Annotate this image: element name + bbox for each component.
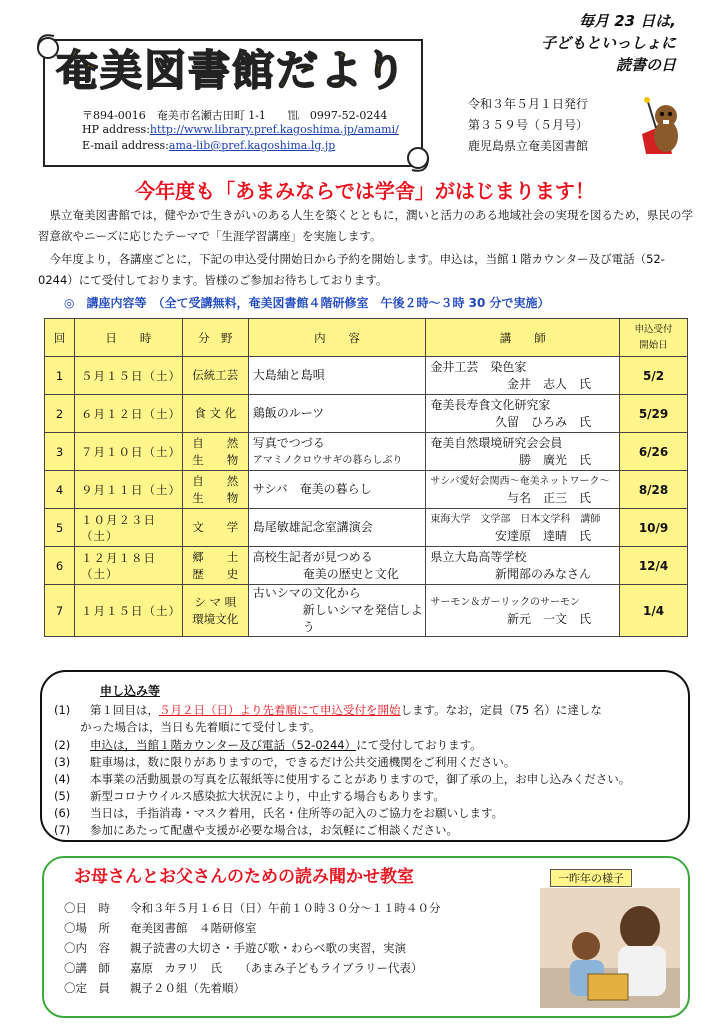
row-lecturer xyxy=(426,585,620,637)
reading-item-key: 〇場 所 xyxy=(64,921,110,935)
note-1-text-a: 第１回目は， xyxy=(90,703,159,717)
reading-item-value: 令和３年５月１６日（日）午前１０時３０分～１１時４０分 xyxy=(130,901,441,915)
newsletter-title: 奄美図書館だより xyxy=(56,46,409,95)
row-field-line-2: 生 物 xyxy=(192,490,239,505)
email-address xyxy=(82,139,335,152)
reading-item-value: 嘉原 カヲリ 氏 （あまみ子どもライブラリー代表） xyxy=(130,961,423,975)
note-5-text: 新型コロナウイルス感染拡大状況により，中止する場合もあります。 xyxy=(90,789,445,803)
row-lecturer-org: 奄美自然環境研究会会員 xyxy=(430,435,563,450)
row-lecturer-name: 金井 志人 氏 xyxy=(507,376,592,391)
note-6 xyxy=(54,805,503,822)
row-start-date: 12/4 xyxy=(620,547,688,585)
row-content-line-1: 鶏飯のルーツ xyxy=(252,406,325,420)
row-lecturer xyxy=(426,471,620,509)
row-number: 1 xyxy=(45,357,75,395)
row-content xyxy=(248,509,426,547)
row-date: １０月２３日（土） xyxy=(74,509,182,547)
reading-class-item xyxy=(64,978,245,998)
note-3-text: 駐車場は，数に限りがありますので，できるだけ公共交通機関をご利用ください。 xyxy=(90,755,516,769)
publisher: 鹿児島県立奄美図書館 xyxy=(468,139,589,153)
row-number: 6 xyxy=(45,547,75,585)
header-start-line-2: 開始日 xyxy=(639,339,668,351)
hp-link[interactable]: http://www.library.pref.kagoshima.jp/amami/ xyxy=(149,123,399,136)
row-date: １月１５日（土） xyxy=(74,585,182,637)
reading-item-key: 〇日 時 xyxy=(64,901,110,915)
note-5 xyxy=(54,788,445,805)
row-field xyxy=(182,433,248,471)
row-content xyxy=(248,585,426,637)
reading-class-item xyxy=(64,938,406,958)
note-3 xyxy=(54,754,515,771)
note-2 xyxy=(54,737,482,754)
header-date: 日 時 xyxy=(74,319,182,357)
row-number: 3 xyxy=(45,433,75,471)
row-lecturer-org: 金井工芸 染色家 xyxy=(430,359,527,374)
row-content-line-1: サシバ 奄美の暮らし xyxy=(252,482,372,496)
reading-class-item xyxy=(64,898,441,918)
note-7 xyxy=(54,822,458,839)
hp-label: HP address: xyxy=(82,123,150,136)
table-row xyxy=(45,433,688,471)
row-lecturer-name: 与名 正三 氏 xyxy=(507,490,592,505)
row-field xyxy=(182,585,248,637)
course-details-header: ◎ 講座内容等 （全て受講無料，奄美図書館４階研修室 午後２時～３時 30 分で実施） xyxy=(64,296,550,310)
row-field-line-2: 生 物 xyxy=(192,452,239,467)
row-field-line-1: シ マ 唄 xyxy=(194,594,237,609)
row-content xyxy=(248,357,426,395)
row-lecturer-name: 安達原 達晴 氏 xyxy=(495,528,592,543)
row-field-line-1: 伝統工芸 xyxy=(192,368,239,382)
row-date: ５月１５日（土） xyxy=(74,357,182,395)
note-4 xyxy=(54,771,630,788)
row-field-line-1: 郷 土 xyxy=(192,549,239,564)
row-number: 5 xyxy=(45,509,75,547)
row-content-line-1: 古いシマの文化から xyxy=(252,586,361,600)
publication-info xyxy=(468,94,588,157)
reading-item-value: 奄美図書館 ４階研修室 xyxy=(130,921,257,935)
row-content xyxy=(248,547,426,585)
notes-title: 申し込み等 xyxy=(100,684,161,698)
table-row xyxy=(45,509,688,547)
note-5-number: (5) xyxy=(54,789,71,803)
row-lecturer xyxy=(426,547,620,585)
row-field xyxy=(182,471,248,509)
reading-item-key: 〇内 容 xyxy=(64,941,110,955)
row-content-line-1: 高校生記者が見つめる xyxy=(252,549,373,564)
row-date: ７月１０日（土） xyxy=(74,433,182,471)
course-table xyxy=(44,318,688,637)
row-lecturer-name: 新聞部のみなさん xyxy=(495,566,592,581)
row-start-date: 5/29 xyxy=(620,395,688,433)
note-4-text: 本事業の活動風景の写真を広報紙等に使用することがありますので，御了承の上，お申し込みください。 xyxy=(90,772,631,786)
header-content: 内 容 xyxy=(248,319,426,357)
table-row xyxy=(45,357,688,395)
row-field-line-1: 自 然 xyxy=(192,473,239,488)
row-number: 7 xyxy=(45,585,75,637)
note-2-number: (2) xyxy=(54,738,71,752)
note-1-continued: かった場合は，当日も先着順にて受付します。 xyxy=(80,720,321,734)
photo-caption: 一昨年の様子 xyxy=(550,869,632,887)
row-field-line-2: 環境文化 xyxy=(192,611,239,626)
row-content xyxy=(248,395,426,433)
note-1-text-b: します。なお，定員（75 名）に達しな xyxy=(400,703,602,717)
note-1-highlight: ５月２日（日）より先着順にて申込受付を開始 xyxy=(159,703,401,717)
note-3-number: (3) xyxy=(54,755,71,769)
note-2-underlined: 申込は，当館１階カウンター及び電話（52-0244） xyxy=(90,738,357,752)
row-number: 2 xyxy=(45,395,75,433)
table-row xyxy=(45,585,688,637)
note-7-text: 参加にあたって配慮や支援が必要な場合は，お気軽にご相談ください。 xyxy=(90,823,458,837)
note-1 xyxy=(54,702,602,719)
reading-class-item xyxy=(64,958,423,978)
note-6-text: 当日は，手指消毒・マスク着用，氏名・住所等の記入のご協力をお願いします。 xyxy=(90,806,504,820)
row-content-line-2: 新しいシマを発信しよう xyxy=(302,603,423,634)
header-lecturer: 講 師 xyxy=(426,319,620,357)
reading-class-item xyxy=(64,918,257,938)
row-start-date: 1/4 xyxy=(620,585,688,637)
email-link[interactable]: ama-lib@pref.kagoshima.lg.jp xyxy=(168,139,336,152)
row-lecturer-org: サシバ愛好会関西～奄美ネットワーク～ xyxy=(430,475,610,487)
row-field-line-1: 文 学 xyxy=(192,520,239,534)
row-field xyxy=(182,547,248,585)
row-lecturer-org: 県立大島高等学校 xyxy=(430,549,527,564)
email-label: E-mail address: xyxy=(82,139,169,152)
header-start-line-1: 申込受付 xyxy=(634,323,673,335)
reading-item-key: 〇講 師 xyxy=(64,961,110,975)
row-content-line-2: アマミノクロウサギの暮らしぶり xyxy=(252,454,403,466)
row-date: １２月１８日（土） xyxy=(74,547,182,585)
row-field xyxy=(182,357,248,395)
row-lecturer xyxy=(426,395,620,433)
row-content-line-1: 大島紬と島唄 xyxy=(252,368,325,382)
row-field-line-1: 自 然 xyxy=(192,435,239,450)
row-field xyxy=(182,395,248,433)
note-4-number: (4) xyxy=(54,772,71,786)
row-start-date: 6/26 xyxy=(620,433,688,471)
intro-paragraph-2: 今年度より，各講座ごとに，下記の申込受付開始日から予約を開始します。申込は，当館１階カウンター及び電話（52-0244）にて受付しております。皆様のご参加お待ちしております。 xyxy=(38,252,665,287)
table-header-row xyxy=(45,319,688,357)
table-row xyxy=(45,395,688,433)
table-row xyxy=(45,471,688,509)
row-lecturer xyxy=(426,357,620,395)
note-7-number: (7) xyxy=(54,823,71,837)
row-lecturer-name: 新元 一文 氏 xyxy=(507,611,592,626)
row-start-date: 10/9 xyxy=(620,509,688,547)
beaver-mascot-icon xyxy=(636,94,692,158)
tagline-line-2: 子どもといっしょに xyxy=(540,34,676,52)
row-start-date: 8/28 xyxy=(620,471,688,509)
row-date: ９月１１日（土） xyxy=(74,471,182,509)
row-start-date: 5/2 xyxy=(620,357,688,395)
row-date: ６月１２日（土） xyxy=(74,395,182,433)
table-row xyxy=(45,547,688,585)
header-no: 回 xyxy=(45,319,75,357)
row-lecturer xyxy=(426,509,620,547)
header-start xyxy=(620,319,688,357)
note-2-text: にて受付しております。 xyxy=(356,738,482,752)
row-lecturer-org: サーモン＆ガーリックのサーモン xyxy=(430,596,581,608)
row-lecturer-org: 奄美長寿食文化研究家 xyxy=(430,397,551,412)
issue-date: 令和３年５月１日発行 xyxy=(468,97,589,111)
tagline-line-3: 読書の日 xyxy=(615,56,676,74)
main-headline: 今年度も「あまみならでは学舎」がはじまります！ xyxy=(135,179,595,203)
row-content-line-1: 島尾敏雄記念室講演会 xyxy=(252,520,373,534)
row-field-line-2: 歴 史 xyxy=(192,566,239,581)
library-address: 〒894-0016 奄美市名瀬古田町 1-1 ℡ 0997-52-0244 xyxy=(82,109,388,122)
note-1-number: (1) xyxy=(54,703,71,717)
header-field: 分 野 xyxy=(182,319,248,357)
row-content-line-1: 写真でつづる xyxy=(252,435,325,450)
row-lecturer-org: 東海大学 文学部 日本文学科 講師 xyxy=(430,513,601,525)
reading-class-title: お母さんとお父さんのための読み聞かせ教室 xyxy=(74,867,414,887)
row-lecturer xyxy=(426,433,620,471)
hp-address xyxy=(82,123,399,136)
reading-item-value: 親子２０組（先着順） xyxy=(130,981,245,995)
reading-item-key: 〇定 員 xyxy=(64,981,110,995)
row-content xyxy=(248,471,426,509)
row-number: 4 xyxy=(45,471,75,509)
note-6-number: (6) xyxy=(54,806,71,820)
row-field xyxy=(182,509,248,547)
row-content-line-2: 奄美の歴史と文化 xyxy=(302,566,399,581)
reading-day-tagline xyxy=(436,10,676,76)
tagline-line-1: 毎月 23 日は, xyxy=(578,12,676,30)
issue-number: 第３５９号（５月号） xyxy=(468,118,589,132)
row-lecturer-name: 久留 ひろみ 氏 xyxy=(495,414,592,429)
row-lecturer-name: 勝 廣光 氏 xyxy=(519,452,592,467)
row-field-line-1: 食 文 化 xyxy=(194,406,237,420)
row-content xyxy=(248,433,426,471)
reading-item-value: 親子読書の大切さ・手遊び歌・わらべ歌の実習，実演 xyxy=(130,941,406,955)
event-photo xyxy=(540,888,680,1008)
intro-paragraph-1: 県立奄美図書館では，健やかで生きがいのある人生を築くとともに，潤いと活力のある地域社会の実現を図るため，県民の学習意欲やニーズに応じたテーマで「生涯学習講座」を実施します。 xyxy=(38,208,694,243)
